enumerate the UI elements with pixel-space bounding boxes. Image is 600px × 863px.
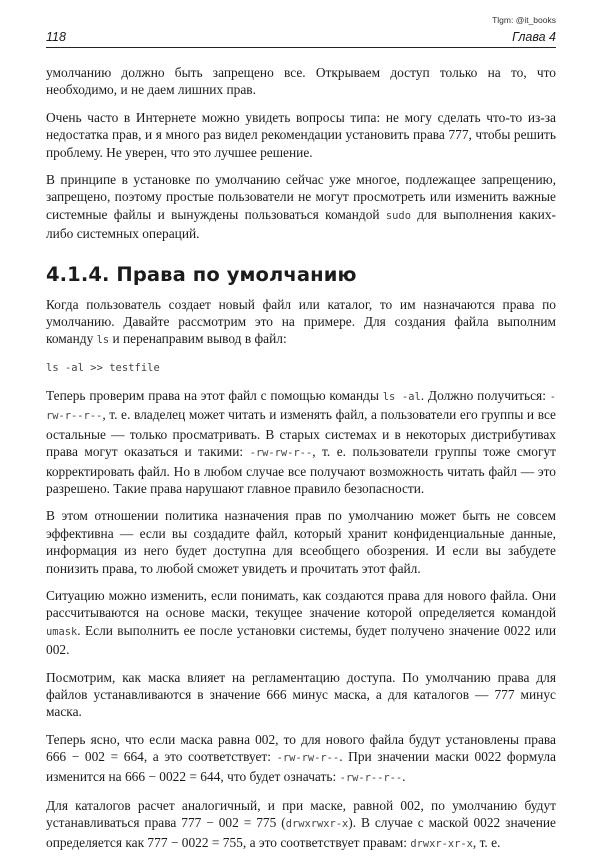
text-run: , т. е. пользователи группы тоже смогут корректировать файл. Но в любом случае все получают возможность читать файл — это разрешено. Такие права нарушают главное правило безопасности. <box>46 444 556 496</box>
inline-code: -rw-r--r-- <box>46 390 556 423</box>
paragraph-6: В этом отношении политика назначения прав по умолчанию может быть не совсем эффективна — если вы создадите файл, который хранит конфиденциальные данные, информация из него будет доступна для всеобщего обозрения. И если вы забудете понизить права, то любой сможет увидеть и прочитать этот файл. <box>46 508 556 576</box>
text-run: Теперь проверим права на этот файл с помощью команды <box>46 387 383 403</box>
text-run: . <box>402 768 406 784</box>
running-header <box>46 30 556 48</box>
text-run: Теперь ясно, что если маска равна 002, то для нового файла будут установлены права 666 − 002 = 664, а это соответствует: <box>46 731 556 765</box>
inline-code-sudo: sudo <box>385 209 411 222</box>
text-run: . Должно получиться: <box>420 387 550 403</box>
text-run: Ситуацию можно изменить, если понимать, как создаются права для нового файла. Они рассчитываются на основе маски, текущее значение которой определяется командой <box>46 587 556 621</box>
paragraph-2: Очень часто в Интернете можно увидеть вопросы типа: не могу сделать что-то из-за недостатка прав, и я много раз видел рекомендации установить права 777, чтобы решить проблему. Не уверен, что это лучшее решение. <box>46 109 556 160</box>
paragraph-9 <box>46 731 556 787</box>
inline-code-ls: ls <box>96 334 110 347</box>
paragraph-1: умолчанию должно быть запрещено все. Открываем доступ только на то, что необходимо, и не даем лишних прав. <box>46 65 556 98</box>
text-run: , т. е. владелец может читать и изменять файл, а пользователи его группы и все остальные — только просматривать. В старых системах и в некоторых дистрибутивах права могут оказаться и такими: <box>46 407 556 460</box>
inline-code-umask: umask <box>46 625 78 638</box>
text-run: , т. е. <box>472 834 501 850</box>
inline-code: -rw-r--r-- <box>339 771 403 784</box>
text-run: ). В случае с маской 0022 значение определяется как 777 − 0022 = 755, а это соответствует правам: <box>46 815 556 850</box>
paragraph-8: Посмотрим, как маска влияет на регламентацию доступа. По умолчанию права для файлов устанавливаются в значение 666 минус маска, а для каталогов — 777 минус маска. <box>46 669 556 720</box>
text-run: для выполнения каких-либо системных операций. <box>46 206 556 242</box>
section-heading: 4.1.4. Права по умолчанию <box>46 262 357 286</box>
inline-code: drwxrwxr-x <box>285 818 349 831</box>
paragraph-5 <box>46 387 556 497</box>
code-block: ls -al >> testfile <box>46 361 160 374</box>
text-run: Когда пользователь создает новый файл или каталог, то им назначаются права по умолчанию. Давайте рассмотрим это на примере. Для создания файла выполним команду <box>46 296 556 347</box>
inline-code: drwxr-xr-x <box>410 837 473 850</box>
text-run: Для каталогов расчет аналогичный, и при маске, равной 002, по умолчанию будут устанавливаться права 777 − 002 = 775 ( <box>46 798 556 831</box>
chapter-title: Глава 4 <box>512 30 556 44</box>
paragraph-10 <box>46 797 556 853</box>
watermark: Tlgm: @it_books <box>492 15 556 25</box>
inline-code: -rw-rw-r-- <box>276 752 340 765</box>
inline-code: ls -al <box>382 390 421 403</box>
paragraph-7 <box>46 587 556 659</box>
inline-code: -rw-rw-r-- <box>249 447 313 460</box>
text-run: . При значении маски 0022 формула изменится на 666 − 0022 = 644, что будет означать: <box>46 749 556 784</box>
text-run: В принципе в установке по умолчанию сейчас уже многое, подлежащее запрещению, запрещено, поэтому простые пользователи не могут просмотреть или изменить важные системные файлы и вынуждены пользоваться командой <box>46 172 556 222</box>
page-number: 118 <box>46 30 66 44</box>
text-run: . Если выполнить ее после установки системы, будет получено значение 0022 или 002. <box>46 622 556 658</box>
text-run: и перенаправим вывод в файл: <box>109 331 287 347</box>
paragraph-3 <box>46 171 556 243</box>
paragraph-4 <box>46 296 556 350</box>
page-body <box>46 64 556 863</box>
